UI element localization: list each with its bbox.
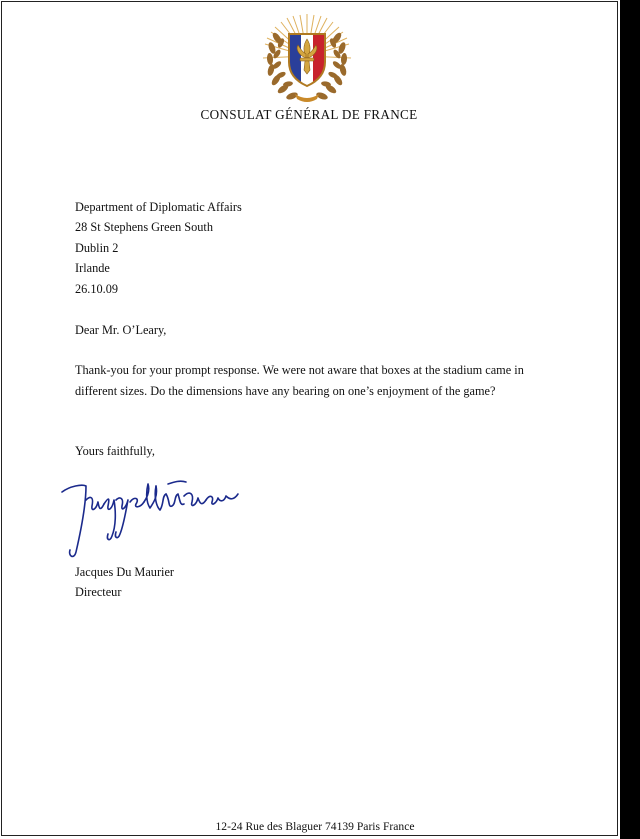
- page-border: [1, 1, 618, 836]
- signatory-name: Jacques Du Maurier: [75, 565, 175, 579]
- letter-body: Thank-you for your prompt response. We were not aware that boxes at the stadium came in different sizes. Do the dimensions have any bearing on one’s enjoyment of the game?: [75, 363, 524, 398]
- consulate-name: CONSULAT GÉNÉRAL DE FRANCE: [200, 107, 418, 122]
- handwritten-signature-icon: [56, 456, 246, 566]
- recipient-line-1: Department of Diplomatic Affairs: [75, 200, 242, 214]
- letter-date: 26.10.09: [75, 282, 119, 296]
- scan-edge: [620, 0, 640, 839]
- closing: Yours faithfully,: [75, 444, 155, 458]
- signatory-title: Directeur: [75, 585, 122, 599]
- recipient-line-2: 28 St Stephens Green South: [75, 220, 213, 234]
- recipient-line-3: Dublin 2: [75, 241, 119, 255]
- fleur-de-lis-crest-icon: [259, 12, 355, 108]
- recipient-line-4: Irlande: [75, 261, 110, 275]
- footer-address: 12-24 Rue des Blaguer 74139 Paris France: [215, 820, 415, 833]
- salutation: Dear Mr. O’Leary,: [75, 323, 167, 337]
